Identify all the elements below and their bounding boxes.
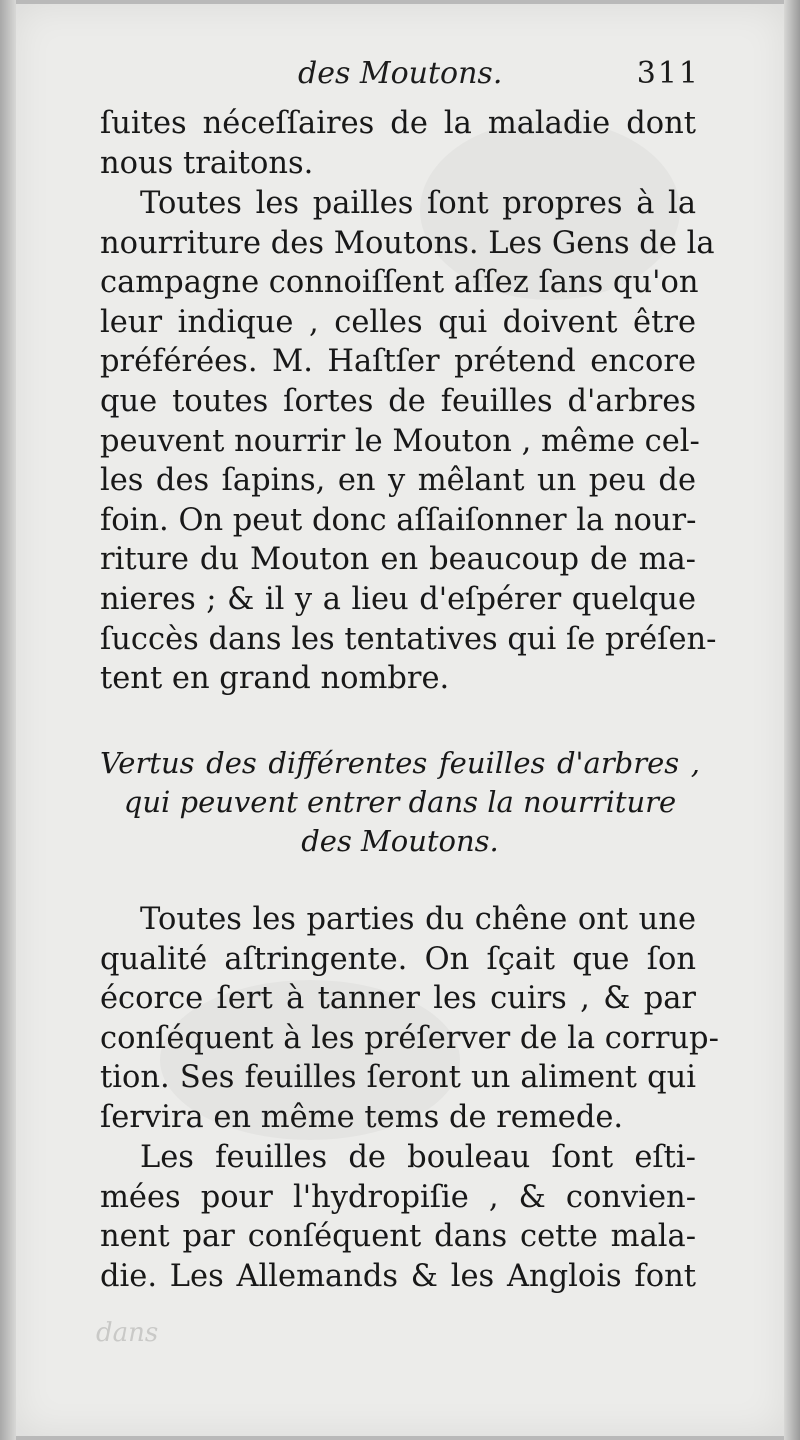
heading-line: qui peuvent entrer dans la nourriture [123, 785, 677, 819]
text-line: Toutes les parties du chêne ont une [140, 902, 696, 937]
text-line: ſervira en même tems de remede. [100, 1099, 624, 1135]
section-heading [100, 744, 700, 861]
page-right-edge [784, 0, 800, 1440]
page-header [100, 56, 700, 100]
text-line: les des ſapins, en y mêlant un peu de [100, 463, 696, 499]
text-line: leur indique , celles qui doivent être [100, 304, 696, 340]
text-line: écorce ſert à tanner les cuirs , & par [100, 981, 696, 1017]
heading-line: des Moutons. [301, 824, 499, 858]
text-line: nous traitons. [100, 145, 314, 181]
text-line: qualité aſtringente. On ſçait que ſon [100, 941, 696, 977]
heading-line: Vertus des différentes feuilles d'arbres , [100, 746, 700, 780]
paragraph-pailles [100, 184, 717, 699]
text-line: que toutes ſortes de feuilles d'arbres [100, 383, 696, 419]
text-line: ſuccès dans les tentatives qui ſe préſen- [100, 621, 717, 657]
text-line: Toutes les pailles ſont propres à la [140, 186, 696, 221]
text-line: ſuites néceſſaires de la maladie dont [100, 106, 696, 141]
text-line: mées pour l'hydropiſie , & convien- [100, 1179, 696, 1215]
catchword: dans [96, 1318, 159, 1348]
text-line: nourriture des Moutons. Les Gens de la [100, 225, 715, 261]
text-line: tent en grand nombre. [100, 661, 450, 697]
text-line: tion. Ses feuilles ſeront un aliment qui [100, 1060, 696, 1096]
text-line: die. Les Allemands & les Anglois font [100, 1258, 696, 1294]
text-line: nent par conſéquent dans cette mala- [100, 1219, 696, 1255]
paragraph-continuation [100, 104, 696, 183]
text-line: conſéquent à les préſerver de la corrup- [100, 1020, 719, 1056]
running-head: des Moutons. [298, 56, 503, 91]
paragraph-bouleau [100, 1138, 696, 1296]
text-line: peuvent nourrir le Mouton , même cel- [100, 423, 700, 459]
text-line: campagne connoiſſent aſſez ſans qu'on [100, 265, 699, 301]
page-number: 311 [636, 56, 700, 91]
text-line: préférées. M. Haſtſer prétend encore [100, 344, 696, 380]
text-line: Les feuilles de bouleau ſont eſti- [140, 1140, 696, 1175]
page-left-edge [0, 0, 16, 1440]
paragraph-chene [100, 900, 719, 1138]
text-line: riture du Mouton en beaucoup de ma- [100, 542, 696, 578]
text-line: nieres ; & il y a lieu d'eſpérer quelque [100, 581, 696, 617]
text-line: foin. On peut donc aſſaiſonner la nour- [100, 502, 697, 538]
